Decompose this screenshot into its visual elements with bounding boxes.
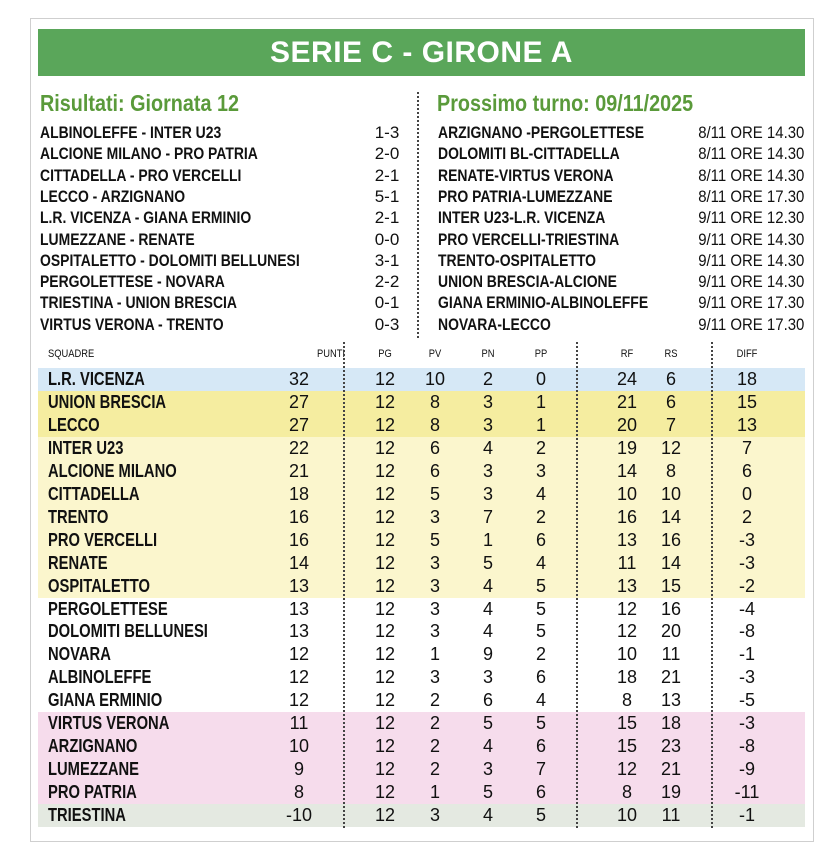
cell-pts: 14 xyxy=(288,552,310,573)
team-name: PRO VERCELLI xyxy=(48,529,158,550)
cell-rf: 15 xyxy=(616,713,638,734)
header-pp: PP xyxy=(534,348,548,360)
cell-rs: 11 xyxy=(661,644,681,665)
cell-diff: -8 xyxy=(738,736,755,757)
cell-diff: 6 xyxy=(741,460,752,481)
fixture-row xyxy=(438,250,805,271)
table-row xyxy=(38,781,805,804)
fixture-match: UNION BRESCIA-ALCIONE xyxy=(438,272,617,292)
cell-pp: 2 xyxy=(535,506,546,527)
cell-pn: 4 xyxy=(482,437,493,458)
fixture-time: 8/11 ORE 14.30 xyxy=(698,144,805,164)
fixture-row xyxy=(438,165,805,186)
team-name: ALBINOLEFFE xyxy=(48,667,152,688)
cell-pts: 12 xyxy=(288,667,310,688)
team-name: LUMEZZANE xyxy=(48,759,140,780)
cell-pv: 3 xyxy=(429,552,440,573)
result-score: 0-1 xyxy=(374,293,400,313)
result-match: PERGOLETTESE - NOVARA xyxy=(40,272,225,292)
cell-pp: 1 xyxy=(535,391,546,412)
cell-pn: 5 xyxy=(482,713,493,734)
cell-rf: 20 xyxy=(616,414,638,435)
cell-pts: 18 xyxy=(288,483,310,504)
cell-pg: 12 xyxy=(374,805,396,826)
cell-pts: 32 xyxy=(288,369,310,389)
table-row xyxy=(38,712,805,735)
cell-pp: 0 xyxy=(535,369,546,389)
fixture-match: RENATE-VIRTUS VERONA xyxy=(438,165,614,185)
cell-pn: 4 xyxy=(482,621,493,642)
result-row xyxy=(40,143,410,164)
cell-rf: 10 xyxy=(616,644,638,665)
fixture-match: NOVARA-LECCO xyxy=(438,314,551,334)
cell-pp: 5 xyxy=(535,621,546,642)
cell-rs: 20 xyxy=(660,621,682,642)
cell-rs: 12 xyxy=(660,437,682,458)
cell-diff: -3 xyxy=(738,552,755,573)
table-row xyxy=(38,666,805,689)
cell-pn: 3 xyxy=(482,483,493,504)
fixture-time: 9/11 ORE 14.30 xyxy=(698,272,805,292)
cell-diff: -11 xyxy=(734,782,760,803)
result-match: CITTADELLA - PRO VERCELLI xyxy=(40,165,242,185)
cell-diff: 0 xyxy=(741,483,752,504)
table-row xyxy=(38,758,805,781)
cell-pts: 9 xyxy=(293,759,304,780)
cell-rs: 18 xyxy=(660,713,682,734)
cell-rf: 16 xyxy=(616,506,638,527)
fixture-match: ARZIGNANO -PERGOLETTESE xyxy=(438,123,645,142)
cell-pp: 6 xyxy=(535,667,546,688)
table-row xyxy=(38,368,805,391)
cell-pg: 12 xyxy=(374,621,396,642)
fixture-time: 8/11 ORE 14.30 xyxy=(698,165,805,185)
result-row xyxy=(40,207,410,228)
cell-rf: 12 xyxy=(616,598,638,619)
cell-pts: 16 xyxy=(288,529,310,550)
page-title: SERIE C - GIRONE A xyxy=(38,29,805,76)
cell-pn: 3 xyxy=(482,414,493,435)
cell-pp: 5 xyxy=(535,598,546,619)
cell-rs: 16 xyxy=(660,598,682,619)
cell-rf: 8 xyxy=(621,690,632,711)
team-name: UNION BRESCIA xyxy=(48,391,167,412)
team-name: ALCIONE MILANO xyxy=(48,460,177,481)
fixture-row xyxy=(438,271,805,292)
cell-pp: 6 xyxy=(535,736,546,757)
cell-pp: 3 xyxy=(535,460,546,481)
result-match: L.R. VICENZA - GIANA ERMINIO xyxy=(40,208,252,228)
team-name: RENATE xyxy=(48,552,108,573)
result-row xyxy=(40,229,410,250)
cell-diff: 7 xyxy=(741,437,752,458)
cell-pts: 8 xyxy=(293,782,304,803)
section-divider xyxy=(417,92,419,338)
cell-rs: 14 xyxy=(660,552,682,573)
cell-pp: 1 xyxy=(535,414,546,435)
cell-pv: 3 xyxy=(429,506,440,527)
cell-pv: 3 xyxy=(429,575,440,596)
header-pv: PV xyxy=(428,348,442,360)
header-points: PUNTI xyxy=(316,348,346,360)
cell-rs: 6 xyxy=(665,391,676,412)
team-name: NOVARA xyxy=(48,644,111,665)
result-score: 2-2 xyxy=(374,272,400,292)
table-row xyxy=(38,529,805,552)
fixture-time: 9/11 ORE 17.30 xyxy=(698,293,805,313)
cell-pn: 5 xyxy=(482,552,493,573)
fixture-row xyxy=(438,314,805,335)
cell-pv: 2 xyxy=(429,736,440,757)
cell-rf: 21 xyxy=(616,391,638,412)
cell-pg: 12 xyxy=(374,460,396,481)
cell-pts: 12 xyxy=(288,644,310,665)
result-score: 2-1 xyxy=(374,208,400,228)
cell-pp: 6 xyxy=(535,529,546,550)
fixture-match: TRENTO-OSPITALETTO xyxy=(438,250,596,270)
cell-diff: -2 xyxy=(738,575,755,596)
fixture-time: 9/11 ORE 17.30 xyxy=(698,314,805,334)
fixture-time: 9/11 ORE 12.30 xyxy=(698,208,805,228)
cell-rf: 18 xyxy=(616,667,638,688)
result-score: 0-0 xyxy=(374,229,400,249)
team-name: OSPITALETTO xyxy=(48,575,150,596)
cell-pp: 5 xyxy=(535,713,546,734)
cell-pg: 12 xyxy=(374,667,396,688)
cell-rs: 13 xyxy=(660,690,682,711)
cell-pg: 12 xyxy=(374,713,396,734)
team-name: PERGOLETTESE xyxy=(48,598,168,619)
result-row xyxy=(40,314,410,335)
cell-pv: 10 xyxy=(424,369,446,389)
cell-pp: 4 xyxy=(535,483,546,504)
cell-pv: 2 xyxy=(429,713,440,734)
result-match: LUMEZZANE - RENATE xyxy=(40,229,195,249)
result-match: TRIESTINA - UNION BRESCIA xyxy=(40,293,237,313)
cell-diff: -3 xyxy=(738,713,755,734)
cell-pn: 4 xyxy=(482,805,493,826)
result-score: 0-3 xyxy=(374,314,400,334)
fixture-match: GIANA ERMINIO-ALBINOLEFFE xyxy=(438,293,649,313)
cell-pv: 1 xyxy=(429,782,440,803)
result-row xyxy=(40,186,410,207)
result-row xyxy=(40,122,410,143)
table-row xyxy=(38,483,805,506)
results-heading: Risultati: Giornata 12 xyxy=(40,90,239,116)
header-diff: DIFF xyxy=(736,348,758,360)
cell-pg: 12 xyxy=(374,575,396,596)
cell-pg: 12 xyxy=(374,414,396,435)
cell-diff: -5 xyxy=(738,690,755,711)
cell-pv: 8 xyxy=(429,414,440,435)
cell-rf: 11 xyxy=(617,552,637,573)
team-name: ARZIGNANO xyxy=(48,736,138,757)
team-name: TRIESTINA xyxy=(48,805,126,826)
result-score: 2-0 xyxy=(374,144,400,164)
cell-pn: 1 xyxy=(482,529,493,550)
cell-pv: 3 xyxy=(429,805,440,826)
cell-pn: 4 xyxy=(482,575,493,596)
cell-rs: 21 xyxy=(660,667,682,688)
fixture-row xyxy=(438,229,805,250)
table-row xyxy=(38,460,805,483)
team-name: LECCO xyxy=(48,414,100,435)
cell-pg: 12 xyxy=(374,690,396,711)
fixture-time: 9/11 ORE 14.30 xyxy=(698,229,805,249)
table-row xyxy=(38,689,805,712)
cell-pv: 3 xyxy=(429,621,440,642)
cell-rs: 8 xyxy=(665,460,676,481)
table-row xyxy=(38,552,805,575)
result-row xyxy=(40,292,410,313)
cell-rs: 10 xyxy=(660,483,682,504)
table-row xyxy=(38,391,805,414)
cell-pn: 4 xyxy=(482,598,493,619)
cell-pp: 4 xyxy=(535,552,546,573)
table-row xyxy=(38,643,805,666)
result-row xyxy=(40,250,410,271)
header-pn: PN xyxy=(481,348,495,360)
cell-rf: 15 xyxy=(616,736,638,757)
team-name: VIRTUS VERONA xyxy=(48,713,170,734)
fixture-row xyxy=(438,122,805,143)
cell-rs: 15 xyxy=(660,575,682,596)
table-row xyxy=(38,804,805,827)
cell-pv: 5 xyxy=(429,529,440,550)
cell-diff: -3 xyxy=(738,529,755,550)
cell-diff: -4 xyxy=(738,598,755,619)
team-name: INTER U23 xyxy=(48,437,124,458)
cell-rf: 14 xyxy=(616,460,638,481)
cell-pv: 6 xyxy=(429,460,440,481)
cell-pp: 7 xyxy=(535,759,546,780)
cell-diff: -1 xyxy=(738,644,755,665)
cell-pn: 3 xyxy=(482,667,493,688)
column-divider xyxy=(343,342,345,828)
cell-pv: 6 xyxy=(429,437,440,458)
table-row xyxy=(38,575,805,598)
header-rf: RF xyxy=(620,348,634,360)
cell-rf: 13 xyxy=(616,575,638,596)
cell-diff: 18 xyxy=(736,369,758,389)
table-row xyxy=(38,598,805,621)
team-name: TRENTO xyxy=(48,506,109,527)
fixture-row xyxy=(438,292,805,313)
cell-rs: 16 xyxy=(660,529,682,550)
cell-pn: 3 xyxy=(482,391,493,412)
cell-rf: 12 xyxy=(616,759,638,780)
cell-pg: 12 xyxy=(374,552,396,573)
cell-rs: 14 xyxy=(660,506,682,527)
cell-pv: 2 xyxy=(429,759,440,780)
cell-diff: -1 xyxy=(738,805,755,826)
column-divider xyxy=(711,342,713,828)
team-name: GIANA ERMINIO xyxy=(48,690,163,711)
result-match: ALBINOLEFFE - INTER U23 xyxy=(40,123,222,142)
cell-pts: 12 xyxy=(288,690,310,711)
cell-pg: 12 xyxy=(374,644,396,665)
cell-pn: 3 xyxy=(482,759,493,780)
result-match: OSPITALETTO - DOLOMITI BELLUNESI xyxy=(40,250,300,270)
cell-pv: 3 xyxy=(429,598,440,619)
cell-pts: 13 xyxy=(288,621,310,642)
cell-pn: 3 xyxy=(482,460,493,481)
cell-pg: 12 xyxy=(374,369,396,389)
cell-pg: 12 xyxy=(374,529,396,550)
column-divider xyxy=(576,342,578,828)
cell-pn: 6 xyxy=(482,690,493,711)
cell-rf: 10 xyxy=(616,805,638,826)
cell-pn: 9 xyxy=(482,644,493,665)
cell-pv: 1 xyxy=(429,644,440,665)
result-score: 1-3 xyxy=(374,123,400,142)
fixture-time: 8/11 ORE 17.30 xyxy=(698,186,805,206)
team-name: CITTADELLA xyxy=(48,483,140,504)
fixture-row xyxy=(438,186,805,207)
cell-diff: 13 xyxy=(736,414,758,435)
cell-pg: 12 xyxy=(374,598,396,619)
cell-pts: 11 xyxy=(289,713,309,734)
fixture-time: 9/11 ORE 14.30 xyxy=(698,250,805,270)
cell-pp: 2 xyxy=(535,644,546,665)
cell-diff: -9 xyxy=(738,759,755,780)
result-match: LECCO - ARZIGNANO xyxy=(40,186,186,206)
cell-rs: 19 xyxy=(660,782,682,803)
fixture-match: PRO PATRIA-LUMEZZANE xyxy=(438,186,613,206)
cell-pn: 7 xyxy=(482,506,493,527)
next-round-heading: Prossimo turno: 09/11/2025 xyxy=(437,90,694,116)
result-row xyxy=(40,271,410,292)
cell-pv: 5 xyxy=(429,483,440,504)
fixture-row xyxy=(438,143,805,164)
cell-pg: 12 xyxy=(374,736,396,757)
cell-pg: 12 xyxy=(374,483,396,504)
cell-pv: 8 xyxy=(429,391,440,412)
cell-pts: 16 xyxy=(288,506,310,527)
cell-rf: 10 xyxy=(616,483,638,504)
cell-pg: 12 xyxy=(374,782,396,803)
cell-diff: 15 xyxy=(736,391,758,412)
header-team: SQUADRE xyxy=(48,348,95,360)
fixture-match: PRO VERCELLI-TRIESTINA xyxy=(438,229,620,249)
table-row xyxy=(38,506,805,529)
team-name: PRO PATRIA xyxy=(48,782,137,803)
cell-pts: -10 xyxy=(285,805,312,826)
cell-diff: 2 xyxy=(741,506,752,527)
cell-rf: 13 xyxy=(616,529,638,550)
cell-rs: 11 xyxy=(661,805,681,826)
cell-pp: 4 xyxy=(535,690,546,711)
header-rs: RS xyxy=(664,348,678,360)
cell-pts: 22 xyxy=(288,437,310,458)
header-pg: PG xyxy=(378,348,392,360)
standings-header xyxy=(38,344,805,366)
fixture-row xyxy=(438,207,805,228)
fixture-match: DOLOMITI BL-CITTADELLA xyxy=(438,144,620,164)
cell-pp: 5 xyxy=(535,805,546,826)
cell-pp: 2 xyxy=(535,437,546,458)
cell-rs: 7 xyxy=(665,414,676,435)
team-name: L.R. VICENZA xyxy=(48,369,145,389)
cell-pp: 6 xyxy=(535,782,546,803)
team-name: DOLOMITI BELLUNESI xyxy=(48,621,208,642)
table-row xyxy=(38,414,805,437)
cell-pts: 13 xyxy=(288,598,310,619)
cell-rf: 12 xyxy=(616,621,638,642)
cell-rs: 6 xyxy=(665,369,676,389)
table-row xyxy=(38,735,805,758)
cell-pg: 12 xyxy=(374,506,396,527)
cell-pv: 2 xyxy=(429,690,440,711)
cell-pv: 3 xyxy=(429,667,440,688)
cell-diff: -8 xyxy=(738,621,755,642)
cell-pn: 4 xyxy=(482,736,493,757)
fixture-match: INTER U23-L.R. VICENZA xyxy=(438,208,606,228)
cell-pts: 21 xyxy=(288,460,310,481)
cell-rs: 23 xyxy=(660,736,682,757)
result-match: VIRTUS VERONA - TRENTO xyxy=(40,314,224,334)
cell-pts: 13 xyxy=(288,575,310,596)
cell-pts: 10 xyxy=(288,736,310,757)
cell-diff: -3 xyxy=(738,667,755,688)
cell-pn: 2 xyxy=(482,369,493,389)
cell-rs: 21 xyxy=(660,759,682,780)
result-score: 2-1 xyxy=(374,165,400,185)
cell-rf: 19 xyxy=(616,437,638,458)
result-score: 5-1 xyxy=(374,186,400,206)
cell-rf: 8 xyxy=(621,782,632,803)
result-row xyxy=(40,165,410,186)
cell-pg: 12 xyxy=(374,759,396,780)
cell-pp: 5 xyxy=(535,575,546,596)
cell-pts: 27 xyxy=(288,391,310,412)
result-score: 3-1 xyxy=(374,250,400,270)
cell-rf: 24 xyxy=(616,369,638,389)
table-row xyxy=(38,437,805,460)
result-match: ALCIONE MILANO - PRO PATRIA xyxy=(40,144,258,164)
cell-pn: 5 xyxy=(482,782,493,803)
cell-pg: 12 xyxy=(374,437,396,458)
fixture-time: 8/11 ORE 14.30 xyxy=(698,123,805,142)
cell-pg: 12 xyxy=(374,391,396,412)
cell-pts: 27 xyxy=(288,414,310,435)
table-row xyxy=(38,620,805,643)
